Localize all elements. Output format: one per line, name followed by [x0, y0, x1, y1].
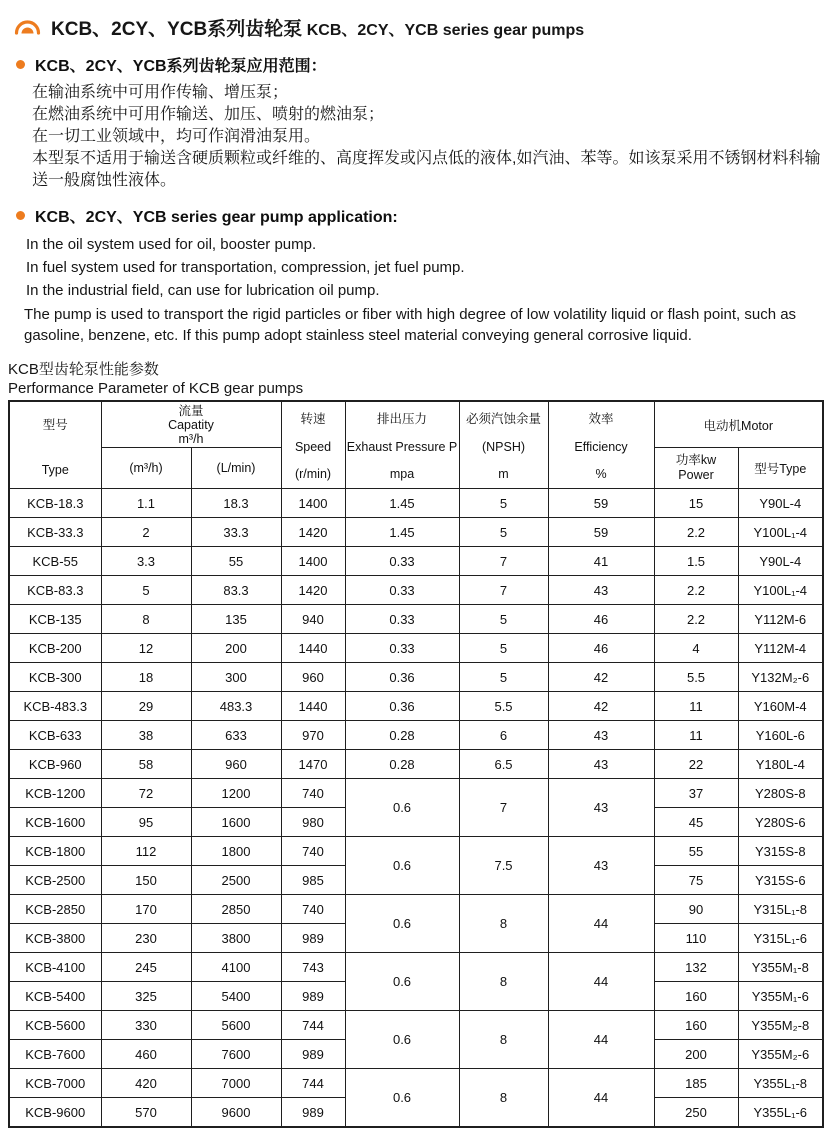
col-header-m3h: (m³/h) — [101, 448, 191, 489]
application-line: In the industrial field, can use for lubrication oil pump. — [26, 282, 380, 299]
cell-model: KCB-200 — [9, 634, 101, 663]
col-header-efficiency-unit: % — [595, 467, 607, 481]
cell-capacity-lmin: 83.3 — [191, 576, 281, 605]
cell-power: 15 — [654, 489, 738, 518]
cell-capacity-lmin: 5400 — [191, 982, 281, 1011]
bullet-icon — [16, 211, 25, 220]
cell-capacity-lmin: 135 — [191, 605, 281, 634]
col-header-npsh — [459, 401, 548, 489]
cell-model: KCB-9600 — [9, 1098, 101, 1128]
col-header-efficiency-zh: 效率 — [588, 412, 614, 426]
cell-motor-model: Y280S-6 — [738, 808, 823, 837]
col-header-efficiency — [548, 401, 654, 489]
table-row — [9, 1069, 823, 1098]
cell-npsh: 5 — [459, 489, 548, 518]
cell-capacity-lmin: 9600 — [191, 1098, 281, 1128]
cell-model: KCB-33.3 — [9, 518, 101, 547]
application-heading-en: KCB、2CY、YCB series gear pump application: — [35, 209, 398, 226]
cell-capacity-lmin: 33.3 — [191, 518, 281, 547]
cell-motor-model: Y180L-4 — [738, 750, 823, 779]
cell-capacity-lmin: 633 — [191, 721, 281, 750]
cell-npsh: 8 — [459, 1069, 548, 1128]
col-header-npsh-unit: m — [498, 467, 509, 481]
cell-capacity-m3h: 5 — [101, 576, 191, 605]
cell-power: 160 — [654, 1011, 738, 1040]
cell-capacity-lmin: 960 — [191, 750, 281, 779]
cell-motor-model: Y315S-6 — [738, 866, 823, 895]
cell-model: KCB-7600 — [9, 1040, 101, 1069]
table-captions — [8, 360, 822, 398]
col-header-power-en: Power — [678, 468, 714, 483]
col-header-capacity-zh: 流量 — [178, 403, 204, 418]
cell-model: KCB-1600 — [9, 808, 101, 837]
table-row — [9, 663, 823, 692]
cell-motor-model: Y355M₂-6 — [738, 1040, 823, 1069]
col-header-power — [654, 448, 738, 489]
cell-capacity-m3h: 570 — [101, 1098, 191, 1128]
cell-npsh: 8 — [459, 953, 548, 1011]
cell-power: 132 — [654, 953, 738, 982]
cell-capacity-lmin: 483.3 — [191, 692, 281, 721]
table-header-row-1 — [9, 401, 823, 448]
col-header-type-en: Type — [41, 463, 69, 477]
cell-pressure: 0.36 — [345, 663, 459, 692]
cell-capacity-m3h: 12 — [101, 634, 191, 663]
cell-motor-model: Y355L₁-8 — [738, 1069, 823, 1098]
cell-npsh: 5 — [459, 605, 548, 634]
cell-pressure: 0.33 — [345, 634, 459, 663]
col-header-type-zh: 型号 — [42, 418, 68, 432]
application-line: 在输油系统中可用作传输、增压泵； — [32, 84, 289, 101]
col-header-motor-model: 型号Type — [738, 448, 823, 489]
application-lines-zh — [8, 82, 822, 192]
cell-capacity-m3h: 1.1 — [101, 489, 191, 518]
cell-power: 4 — [654, 634, 738, 663]
cell-motor-model: Y355L₁-6 — [738, 1098, 823, 1128]
cell-pressure: 0.6 — [345, 895, 459, 953]
cell-power: 185 — [654, 1069, 738, 1098]
col-header-speed-unit: (r/min) — [294, 467, 332, 481]
cell-npsh: 7 — [459, 576, 548, 605]
cell-pressure: 0.33 — [345, 576, 459, 605]
cell-speed: 744 — [281, 1069, 345, 1098]
cell-capacity-lmin: 55 — [191, 547, 281, 576]
table-row — [9, 779, 823, 808]
cell-efficiency: 44 — [548, 895, 654, 953]
table-row — [9, 692, 823, 721]
cell-power: 5.5 — [654, 663, 738, 692]
cell-motor-model: Y160L-6 — [738, 721, 823, 750]
cell-pressure: 0.6 — [345, 837, 459, 895]
cell-speed: 1470 — [281, 750, 345, 779]
table-row — [9, 1011, 823, 1040]
bullet-icon — [16, 60, 25, 69]
application-line: 在一切工业领域中，均可作润滑油泵用。 — [32, 128, 321, 145]
cell-efficiency: 43 — [548, 779, 654, 837]
table-caption-zh: KCB型齿轮泵性能参数 — [8, 361, 159, 378]
section-heading-zh — [8, 53, 822, 76]
col-header-speed — [281, 401, 345, 489]
cell-npsh: 5 — [459, 518, 548, 547]
cell-speed: 989 — [281, 1098, 345, 1128]
performance-table-body — [9, 489, 823, 1128]
cell-power: 160 — [654, 982, 738, 1011]
performance-table — [8, 400, 824, 1128]
cell-npsh: 8 — [459, 1011, 548, 1069]
cell-motor-model: Y355M₁-6 — [738, 982, 823, 1011]
application-line: In the oil system used for oil, booster pump. — [26, 236, 317, 253]
cell-pressure: 0.36 — [345, 692, 459, 721]
cell-npsh: 8 — [459, 895, 548, 953]
cell-pressure: 0.6 — [345, 953, 459, 1011]
cell-npsh: 6 — [459, 721, 548, 750]
cell-efficiency: 46 — [548, 605, 654, 634]
cell-speed: 740 — [281, 895, 345, 924]
cell-capacity-lmin: 3800 — [191, 924, 281, 953]
cell-speed: 989 — [281, 1040, 345, 1069]
cell-model: KCB-1800 — [9, 837, 101, 866]
cell-speed: 1420 — [281, 518, 345, 547]
cell-pressure: 0.33 — [345, 605, 459, 634]
cell-speed: 980 — [281, 808, 345, 837]
cell-capacity-m3h: 95 — [101, 808, 191, 837]
table-row — [9, 837, 823, 866]
cell-efficiency: 44 — [548, 953, 654, 1011]
application-paragraph: The pump is used to transport the rigid particles or fiber with high degree of low volatility liquid or flash point, such as gasoline, benzene, etc. If this pump adopt stainless steel material conveying general corrosive liquid. — [24, 306, 797, 344]
cell-capacity-m3h: 230 — [101, 924, 191, 953]
cell-speed: 1420 — [281, 576, 345, 605]
cell-power: 90 — [654, 895, 738, 924]
cell-power: 55 — [654, 837, 738, 866]
cell-motor-model: Y355M₂-8 — [738, 1011, 823, 1040]
cell-speed: 740 — [281, 779, 345, 808]
cell-capacity-lmin: 300 — [191, 663, 281, 692]
table-row — [9, 518, 823, 547]
application-lines-en — [8, 233, 822, 302]
table-caption-en: Performance Parameter of KCB gear pumps — [8, 380, 304, 397]
cell-capacity-m3h: 2 — [101, 518, 191, 547]
col-header-pressure-en: Exhaust Pressure P — [346, 440, 458, 454]
cell-motor-model: Y90L-4 — [738, 489, 823, 518]
cell-capacity-m3h: 170 — [101, 895, 191, 924]
page-title — [8, 14, 822, 41]
cell-capacity-lmin: 2850 — [191, 895, 281, 924]
cell-speed: 743 — [281, 953, 345, 982]
cell-speed: 1400 — [281, 489, 345, 518]
cell-capacity-m3h: 38 — [101, 721, 191, 750]
cell-power: 22 — [654, 750, 738, 779]
cell-power: 110 — [654, 924, 738, 953]
cell-npsh: 7.5 — [459, 837, 548, 895]
cell-efficiency: 44 — [548, 1069, 654, 1128]
cell-pressure: 0.28 — [345, 750, 459, 779]
table-row — [9, 721, 823, 750]
col-header-power-zh: 功率kw — [675, 453, 717, 468]
col-header-npsh-en: (NPSH) — [481, 440, 526, 454]
col-header-capacity-en: Capatity — [168, 417, 214, 432]
cell-power: 250 — [654, 1098, 738, 1128]
cell-efficiency: 41 — [548, 547, 654, 576]
cell-power: 37 — [654, 779, 738, 808]
col-header-motor: 电动机Motor — [654, 401, 823, 448]
cell-npsh: 5 — [459, 663, 548, 692]
cell-model: KCB-135 — [9, 605, 101, 634]
cell-speed: 1440 — [281, 634, 345, 663]
cell-power: 45 — [654, 808, 738, 837]
cell-speed: 985 — [281, 866, 345, 895]
title-zh: KCB、2CY、YCB系列齿轮泵 — [51, 19, 303, 40]
table-row — [9, 634, 823, 663]
section-heading-en — [8, 204, 822, 227]
cell-motor-model: Y315L₁-8 — [738, 895, 823, 924]
application-line: 在燃油系统中可用作输送、加压、喷射的燃油泵； — [32, 106, 385, 123]
cell-capacity-m3h: 325 — [101, 982, 191, 1011]
table-row — [9, 489, 823, 518]
brand-arc-icon — [14, 19, 41, 36]
cell-power: 200 — [654, 1040, 738, 1069]
cell-pressure: 0.6 — [345, 1069, 459, 1128]
application-heading-zh: KCB、2CY、YCB系列齿轮泵应用范围： — [35, 58, 327, 75]
cell-npsh: 5 — [459, 634, 548, 663]
cell-capacity-m3h: 150 — [101, 866, 191, 895]
cell-speed: 960 — [281, 663, 345, 692]
cell-capacity-m3h: 18 — [101, 663, 191, 692]
cell-capacity-m3h: 112 — [101, 837, 191, 866]
cell-npsh: 5.5 — [459, 692, 548, 721]
cell-motor-model: Y315S-8 — [738, 837, 823, 866]
col-header-pressure-unit: mpa — [389, 467, 415, 481]
cell-efficiency: 59 — [548, 489, 654, 518]
cell-efficiency: 43 — [548, 576, 654, 605]
cell-model: KCB-5600 — [9, 1011, 101, 1040]
cell-model: KCB-3800 — [9, 924, 101, 953]
cell-motor-model: Y112M-6 — [738, 605, 823, 634]
cell-capacity-m3h: 8 — [101, 605, 191, 634]
cell-capacity-lmin: 2500 — [191, 866, 281, 895]
cell-power: 2.2 — [654, 576, 738, 605]
cell-pressure: 1.45 — [345, 518, 459, 547]
cell-capacity-m3h: 72 — [101, 779, 191, 808]
cell-pressure: 0.28 — [345, 721, 459, 750]
table-row — [9, 953, 823, 982]
cell-speed: 1440 — [281, 692, 345, 721]
cell-model: KCB-1200 — [9, 779, 101, 808]
table-row — [9, 576, 823, 605]
cell-model: KCB-5400 — [9, 982, 101, 1011]
cell-motor-model: Y315L₁-6 — [738, 924, 823, 953]
col-header-capacity — [101, 401, 281, 448]
cell-capacity-lmin: 5600 — [191, 1011, 281, 1040]
col-header-speed-zh: 转速 — [300, 412, 326, 426]
cell-speed: 940 — [281, 605, 345, 634]
cell-pressure: 0.33 — [345, 547, 459, 576]
cell-model: KCB-633 — [9, 721, 101, 750]
col-header-speed-en: Speed — [294, 440, 332, 454]
col-header-efficiency-en: Efficiency — [574, 440, 628, 454]
cell-motor-model: Y112M-4 — [738, 634, 823, 663]
cell-power: 11 — [654, 692, 738, 721]
table-row — [9, 547, 823, 576]
cell-motor-model: Y100L₁-4 — [738, 576, 823, 605]
cell-power: 1.5 — [654, 547, 738, 576]
table-row — [9, 750, 823, 779]
col-header-type — [9, 401, 101, 489]
cell-capacity-lmin: 1800 — [191, 837, 281, 866]
cell-efficiency: 42 — [548, 663, 654, 692]
cell-capacity-m3h: 3.3 — [101, 547, 191, 576]
table-row — [9, 895, 823, 924]
cell-power: 2.2 — [654, 605, 738, 634]
cell-capacity-lmin: 1200 — [191, 779, 281, 808]
cell-capacity-lmin: 4100 — [191, 953, 281, 982]
cell-pressure: 1.45 — [345, 489, 459, 518]
cell-efficiency: 42 — [548, 692, 654, 721]
cell-model: KCB-83.3 — [9, 576, 101, 605]
cell-capacity-m3h: 245 — [101, 953, 191, 982]
cell-speed: 970 — [281, 721, 345, 750]
title-en: KCB、2CY、YCB series gear pumps — [306, 22, 585, 39]
cell-model: KCB-2500 — [9, 866, 101, 895]
cell-power: 2.2 — [654, 518, 738, 547]
cell-capacity-m3h: 460 — [101, 1040, 191, 1069]
cell-capacity-lmin: 7000 — [191, 1069, 281, 1098]
cell-capacity-lmin: 7600 — [191, 1040, 281, 1069]
cell-model: KCB-4100 — [9, 953, 101, 982]
cell-model: KCB-300 — [9, 663, 101, 692]
cell-npsh: 7 — [459, 779, 548, 837]
application-line: 本型泵不适用于输送含硬质颗粒或纤维的、高度挥发或闪点低的液体,如汽油、苯等。如该泵采用不锈钢材料科输送一般腐蚀性液体。 — [32, 150, 821, 189]
cell-motor-model: Y90L-4 — [738, 547, 823, 576]
cell-pressure: 0.6 — [345, 1011, 459, 1069]
cell-efficiency: 46 — [548, 634, 654, 663]
cell-capacity-m3h: 330 — [101, 1011, 191, 1040]
cell-capacity-m3h: 58 — [101, 750, 191, 779]
cell-motor-model: Y160M-4 — [738, 692, 823, 721]
cell-motor-model: Y355M₁-8 — [738, 953, 823, 982]
page-title-text — [51, 14, 584, 41]
cell-capacity-lmin: 200 — [191, 634, 281, 663]
col-header-capacity-unit: m³/h — [178, 431, 204, 446]
cell-motor-model: Y132M₂-6 — [738, 663, 823, 692]
cell-capacity-lmin: 1600 — [191, 808, 281, 837]
cell-efficiency: 59 — [548, 518, 654, 547]
col-header-npsh-zh: 必须汽蚀余量 — [466, 412, 542, 426]
cell-npsh: 7 — [459, 547, 548, 576]
cell-model: KCB-55 — [9, 547, 101, 576]
cell-efficiency: 43 — [548, 837, 654, 895]
cell-speed: 1400 — [281, 547, 345, 576]
col-header-pressure-zh: 排出压力 — [377, 412, 428, 426]
application-line: In fuel system used for transportation, compression, jet fuel pump. — [26, 259, 465, 276]
cell-capacity-m3h: 29 — [101, 692, 191, 721]
cell-efficiency: 43 — [548, 721, 654, 750]
cell-speed: 989 — [281, 982, 345, 1011]
cell-speed: 989 — [281, 924, 345, 953]
cell-capacity-lmin: 18.3 — [191, 489, 281, 518]
col-header-pressure — [345, 401, 459, 489]
cell-efficiency: 44 — [548, 1011, 654, 1069]
cell-model: KCB-7000 — [9, 1069, 101, 1098]
cell-speed: 744 — [281, 1011, 345, 1040]
cell-speed: 740 — [281, 837, 345, 866]
cell-power: 75 — [654, 866, 738, 895]
cell-capacity-m3h: 420 — [101, 1069, 191, 1098]
cell-model: KCB-18.3 — [9, 489, 101, 518]
cell-motor-model: Y280S-8 — [738, 779, 823, 808]
cell-pressure: 0.6 — [345, 779, 459, 837]
col-header-lmin: (L/min) — [191, 448, 281, 489]
cell-npsh: 6.5 — [459, 750, 548, 779]
cell-model: KCB-483.3 — [9, 692, 101, 721]
cell-model: KCB-960 — [9, 750, 101, 779]
cell-efficiency: 43 — [548, 750, 654, 779]
cell-power: 11 — [654, 721, 738, 750]
table-row — [9, 605, 823, 634]
cell-motor-model: Y100L₁-4 — [738, 518, 823, 547]
cell-model: KCB-2850 — [9, 895, 101, 924]
